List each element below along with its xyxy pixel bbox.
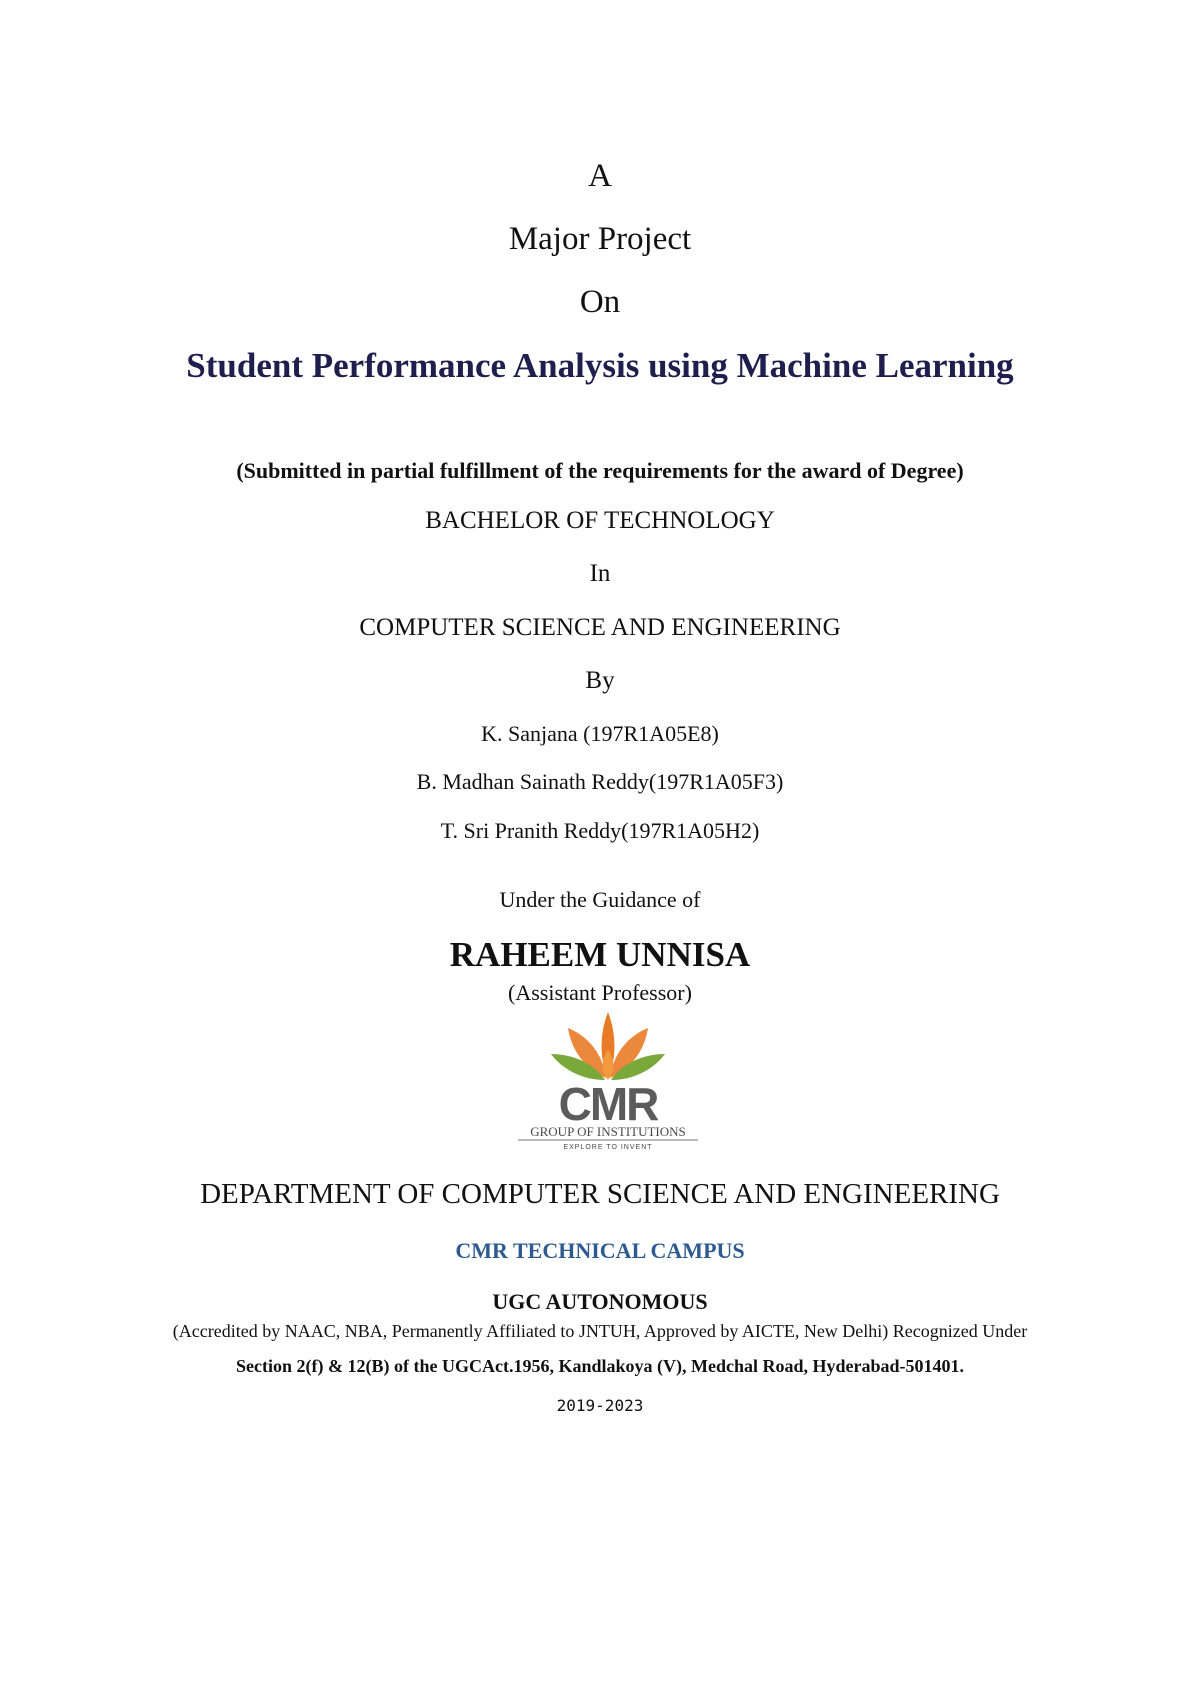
degree-name: BACHELOR OF TECHNOLOGY (425, 507, 775, 534)
branch-name: COMPUTER SCIENCE AND ENGINEERING (359, 614, 841, 641)
campus-name: CMR TECHNICAL CAMPUS (455, 1238, 745, 1263)
logo-group: GROUP OF INSTITUTIONS (530, 1124, 686, 1139)
submitted-note: (Submitted in partial fulfillment of the requirements for the award of Degree) (236, 458, 964, 483)
line-on: On (579, 284, 621, 320)
cmr-logo (513, 1010, 703, 1150)
section-note: Section 2(f) & 12(B) of the UGCAct.1956, Kandlakoya (V), Medchal Road, Hyderabad-501401. (236, 1356, 964, 1376)
guidance-label: Under the Guidance of (499, 887, 701, 912)
logo-brand: CMR (558, 1078, 658, 1130)
line-a: A (588, 158, 612, 194)
line-in: In (589, 560, 611, 587)
department-name: DEPARTMENT OF COMPUTER SCIENCE AND ENGINEERING (200, 1178, 1000, 1210)
line-by: By (585, 667, 615, 694)
student-3: T. Sri Pranith Reddy(197R1A05H2) (440, 818, 760, 843)
lotus-icon (551, 1012, 665, 1080)
logo-tagline: EXPLORE TO INVENT (563, 1144, 653, 1150)
project-title: Student Performance Analysis using Machine Learning (186, 346, 1014, 385)
academic-years: 2019-2023 (556, 1396, 644, 1415)
autonomous-label: UGC AUTONOMOUS (492, 1289, 708, 1314)
accreditation-note: (Accredited by NAAC, NBA, Permanently Affiliated to JNTUH, Approved by AICTE, New Delhi) Recognized Under (172, 1321, 1028, 1341)
guide-role: (Assistant Professor) (508, 980, 692, 1005)
student-2: B. Madhan Sainath Reddy(197R1A05F3) (416, 769, 784, 794)
guide-name: RAHEEM UNNISA (449, 935, 751, 974)
student-1: K. Sanjana (197R1A05E8) (481, 721, 719, 746)
line-major-project: Major Project (508, 221, 692, 257)
